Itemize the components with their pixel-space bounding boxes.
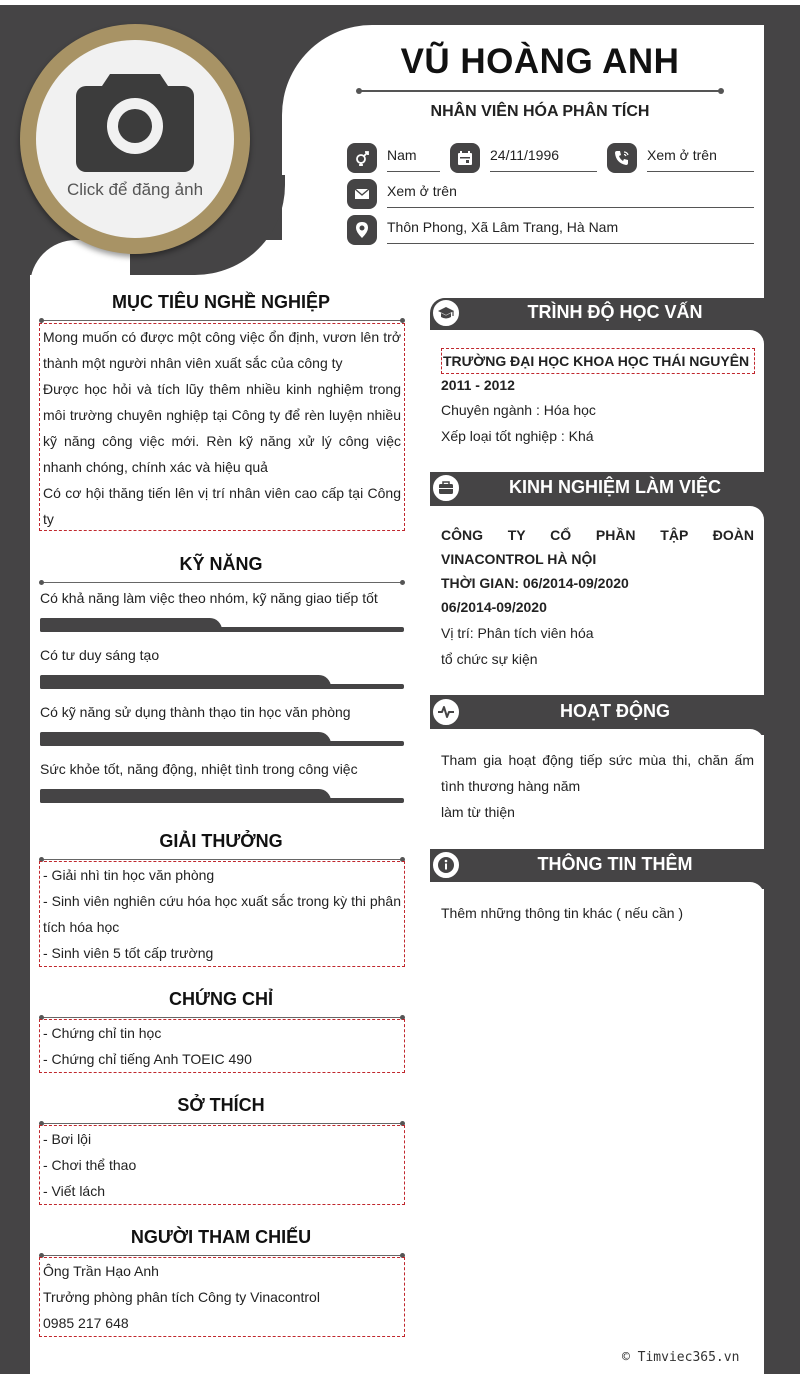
avatar-upload[interactable] <box>36 40 234 238</box>
additional-banner <box>430 850 764 880</box>
experience-banner <box>430 473 764 503</box>
email-field[interactable]: Xem ở trên <box>387 180 754 208</box>
award-item: - Giải nhì tin học văn phòng <box>43 867 215 883</box>
hobbies-divider <box>40 1123 404 1124</box>
skill-bar <box>40 618 404 632</box>
activities-title: HOẠT ĐỘNG <box>560 701 670 721</box>
info-icon <box>431 850 461 880</box>
objective-line: Được học hỏi và tích lũy thêm nhiều kinh nghiệm trong môi trường chuyên nghiệp tại Công ty để rèn luyện nhiều kỹ năng công việc mới. Rèn kỹ năng xử lý công việc nhanh chóng, chính xác và hiệu quả <box>43 381 401 475</box>
certificate-item: - Chứng chỉ tin học <box>43 1025 162 1041</box>
additional-text[interactable]: Thêm những thông tin khác ( nếu cần ) <box>441 905 684 921</box>
objective-divider <box>40 320 404 321</box>
job-position: NHÂN VIÊN HÓA PHÂN TÍCH <box>430 103 650 120</box>
gender-field[interactable]: Nam <box>387 144 440 172</box>
address-field[interactable]: Thôn Phong, Xã Lâm Trang, Hà Nam <box>387 216 754 244</box>
objective-line: Có cơ hội thăng tiến lên vị trí nhân viên cao cấp tại Công ty <box>43 485 401 527</box>
education-title: TRÌNH ĐỘ HỌC VẤN <box>527 302 703 322</box>
activities-line[interactable]: Tham gia hoạt động tiếp sức mùa thi, chăn ấm tình thương hàng năm <box>441 752 754 794</box>
awards-divider <box>40 859 404 860</box>
activities-line[interactable]: làm từ thiện <box>441 804 515 820</box>
email-icon <box>347 179 377 209</box>
skill-level-fill <box>40 675 331 689</box>
experience-title: KINH NGHIỆM LÀM VIỆC <box>508 477 721 497</box>
experience-role[interactable]: Vị trí: Phân tích viên hóa <box>441 625 594 641</box>
reference-phone: 0985 217 648 <box>43 1315 129 1331</box>
hobby-item: - Chơi thể thao <box>43 1157 137 1173</box>
certificates-divider <box>40 1017 404 1018</box>
phone-icon <box>607 143 637 173</box>
name-divider <box>358 90 722 92</box>
objective-line: Mong muốn có được một công việc ổn định, vươn lên trở thành một người nhân viên xuất sắc của công ty <box>43 329 401 371</box>
awards-list[interactable] <box>39 861 405 967</box>
full-name: VŨ HOÀNG ANH <box>400 42 680 81</box>
briefcase-icon <box>431 473 461 503</box>
skills-divider <box>40 582 404 583</box>
awards-title: GIẢI THƯỞNG <box>159 831 283 851</box>
certificate-item: - Chứng chỉ tiếng Anh TOEIC 490 <box>43 1051 252 1067</box>
reference-name: Ông Trần Hạo Anh <box>43 1263 159 1279</box>
phone-field[interactable]: Xem ở trên <box>647 144 754 172</box>
skill-level-fill <box>40 618 222 632</box>
references-divider <box>40 1255 404 1256</box>
education-years[interactable]: 2011 - 2012 <box>441 377 515 393</box>
skill-label: Có tư duy sáng tạo <box>40 647 160 663</box>
gender-icon <box>347 143 377 173</box>
award-item: - Sinh viên 5 tốt cấp trường <box>43 945 214 961</box>
graduation-cap-icon <box>431 298 461 328</box>
education-school[interactable]: TRƯỜNG ĐẠI HỌC KHOA HỌC THÁI NGUYÊN <box>441 348 755 374</box>
right-border <box>764 5 800 1374</box>
additional-title: THÔNG TIN THÊM <box>537 854 693 874</box>
hobby-item: - Bơi lội <box>43 1131 92 1147</box>
additional-panel <box>430 882 764 1362</box>
location-icon <box>347 215 377 245</box>
avatar-label: Click để đăng ảnh <box>66 180 204 199</box>
hobbies-title: SỞ THÍCH <box>177 1095 265 1115</box>
education-banner <box>430 298 764 328</box>
skill-level-fill <box>40 789 331 803</box>
footer-copyright: © Timviec365.vn <box>622 1350 740 1365</box>
skill-label: Có khả năng làm việc theo nhóm, kỹ năng giao tiếp tốt <box>40 590 378 606</box>
activities-banner <box>430 697 764 727</box>
education-major[interactable]: Chuyên ngành : Hóa học <box>441 402 596 418</box>
education-grade[interactable]: Xếp loại tốt nghiệp : Khá <box>441 428 594 444</box>
certificates-list[interactable] <box>39 1019 405 1073</box>
award-item: - Sinh viên nghiên cứu hóa học xuất sắc trong kỳ thi phân tích hóa học <box>43 893 401 935</box>
camera-icon <box>76 68 194 172</box>
hobbies-list[interactable] <box>39 1125 405 1205</box>
skill-bar <box>40 789 404 803</box>
calendar-icon <box>450 143 480 173</box>
left-border <box>0 5 30 1374</box>
experience-time-label[interactable]: THỜI GIAN: 06/2014-09/2020 <box>441 575 629 591</box>
objective-text[interactable] <box>39 323 405 531</box>
experience-time[interactable]: 06/2014-09/2020 <box>441 599 547 615</box>
hobby-item: - Viết lách <box>43 1183 105 1199</box>
reference-title: Trưởng phòng phân tích Công ty Vinacontrol <box>43 1289 320 1305</box>
skill-label: Có kỹ năng sử dụng thành thạo tin học văn phòng <box>40 704 351 720</box>
references-title: NGƯỜI THAM CHIẾU <box>130 1227 312 1247</box>
experience-detail[interactable]: tổ chức sự kiện <box>441 651 538 667</box>
skill-label: Sức khỏe tốt, năng động, nhiệt tình trong công việc <box>40 761 358 777</box>
objective-title: MỤC TIÊU NGHỀ NGHIỆP <box>111 292 330 312</box>
skill-bar <box>40 675 404 689</box>
experience-company[interactable]: CÔNG TY CỔ PHẦN TẬP ĐOÀN VINACONTROL HÀ NỘI <box>441 527 754 567</box>
certificates-title: CHỨNG CHỈ <box>169 989 273 1009</box>
references-list[interactable] <box>39 1257 405 1337</box>
skills-title: KỸ NĂNG <box>179 554 263 574</box>
skill-bar <box>40 732 404 746</box>
birthday-field[interactable]: 24/11/1996 <box>490 144 597 172</box>
skill-level-fill <box>40 732 331 746</box>
heartbeat-icon <box>431 697 461 727</box>
